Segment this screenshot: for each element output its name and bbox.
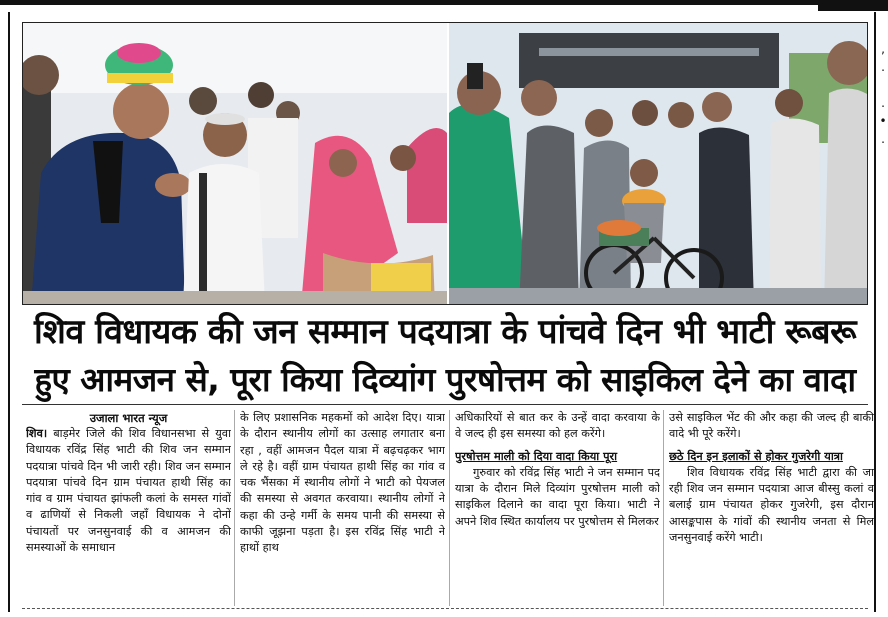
column-3-lead-text: अधिकारियों से बात कर के उन्हें वादा करवाया के वे जल्द ही इस समस्या को हल करेंगे। [455, 411, 660, 441]
article-column-3 [455, 410, 660, 606]
article-column-4 [669, 410, 874, 606]
dateline: शिव। [26, 427, 48, 440]
column-divider [663, 410, 664, 606]
headline-rule [22, 404, 868, 405]
headline-line-1: शिव विधायक की जन सम्मान पदयात्रा के पांचवे दिन भी भाटी रूबरू [34, 312, 856, 352]
subheading-day-six-route: छठे दिन इन इलाकों से होकर गुजरेगी यात्रा [669, 449, 843, 463]
edge-marks: , . . • . [879, 42, 887, 146]
column-4-text: शिव विधायक रविंद्र सिंह भाटी द्वारा की जा रही शिव जन सम्मान पदयात्रा आज बीस्सु कलां व बलाई ग्राम पंचायत होकर गुजरेगी, इस दौरान आसङ्कपास के गांवों की स्थानीय जनता से मिल जनसुनवाई करेंगे भाटी। [669, 465, 874, 545]
news-photo-frame [22, 22, 868, 305]
headline-line-2: हुए आमजन से, पूरा किया दिव्यांग पुरषोत्तम को साइकिल देने का वादा [34, 360, 856, 399]
column-4-lead-text: उसे साइकिल भेंट की और कहा की जल्द ही बाकी वादे भी पूरे करेंगे। [669, 411, 874, 441]
photo-right-illustration [449, 23, 868, 305]
column-divider [449, 410, 450, 606]
photo-cycle-handover [449, 23, 868, 305]
top-corner-block [818, 0, 888, 11]
article-column-2 [240, 410, 445, 606]
photo-mla-greeting-villagers [23, 23, 447, 305]
column-2-text: के लिए प्रशासनिक महकमों को आदेश दिए। यात्रा के दौरान स्थानीय लोगों का उत्साह लगातार बना रहा , वहीं आमजन पैदल यात्रा में बढ़चढ़कर भाग ले रहे है। वहीं ग्राम पंचायत हाथी सिंह का गांव व चक भैंसका में स्थानीय लोगों ने भाटी को पेयजल की समस्या से अवगत करवाया। स्थानीय लोगों ने कहा की उन्हे गर्मी के समय पानी की समस्या से काफी जूझना पड़ता है। इस रविंद्र सिंह भाटी ने हाथों हाथ [240, 411, 445, 555]
column-3-text: गुरुवार को रविंद्र सिंह भाटी ने जन सम्मान पद यात्रा के दौरान मिले दिव्यांग पुरषोत्तम माली को साइकिल दिलाने का वादा पूरा किया। भाटी ने अपने शिव स्थित कार्यालय पर पुरषोत्तम से मिलकर [455, 465, 660, 528]
subheading-promise-fulfilled: पुरषोत्तम माली को दिया वादा किया पूरा [455, 449, 618, 463]
column-divider [234, 410, 235, 606]
photo-left-illustration [23, 23, 447, 305]
headline [22, 308, 868, 404]
top-rule [0, 0, 888, 5]
bottom-cut-line [22, 608, 868, 610]
left-column-rule [8, 12, 10, 612]
column-1-text: बाड़मेर जिले की शिव विधानसभा से युवा विधायक रविंद्र सिंह भाटी की शिव जन सम्मान पदयात्रा पांचवे दिन भी जारी रही। शिव जन सम्मान पदयात्रा पांचवे दिन ग्राम पंचायत हाथी सिंह का गांव व ग्राम पंचायत झांफली कलां के समस्त गांवों व ढाणियों से निकली जहाँ विधायक ने दोनों पंचायतों पर जनसुनवाई की व आमजन की समस्याओं के समाधान [26, 427, 231, 555]
byline: उजाला भारत न्यूज [89, 411, 168, 425]
article-column-1 [26, 410, 231, 606]
right-column-rule [874, 12, 876, 612]
